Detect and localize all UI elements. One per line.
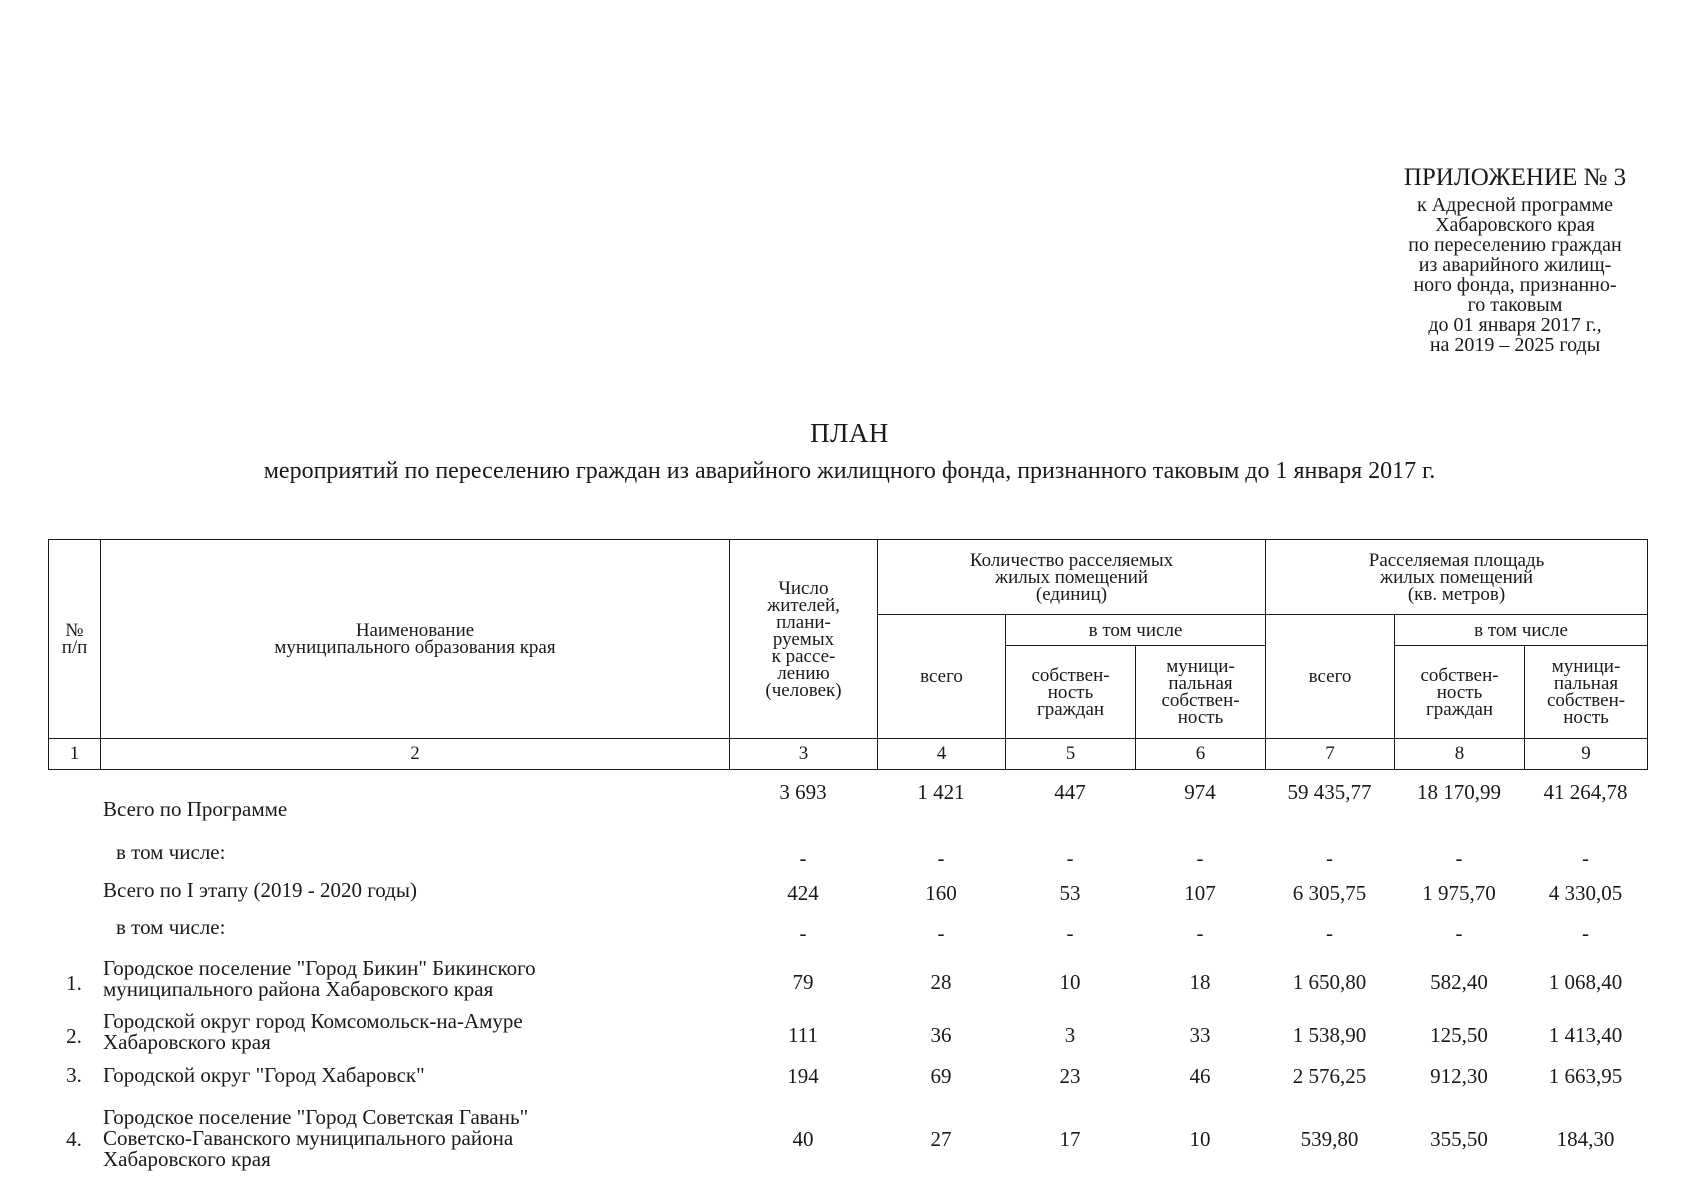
cell-area-citizens: 125,50 bbox=[1430, 1023, 1488, 1047]
column-number: 5 bbox=[1006, 739, 1136, 770]
table-row-stage-1 bbox=[48, 878, 1647, 917]
header-residents: Число жителей, плани- руемых к рассе- лению (человек) bbox=[730, 540, 878, 739]
column-number: 4 bbox=[878, 739, 1006, 770]
row-name: в том числе: bbox=[116, 840, 226, 864]
appendix-line: Хабаровского края bbox=[1435, 214, 1595, 236]
cell-area-municipal: 4 330,05 bbox=[1548, 881, 1623, 905]
cell-units-citizens: 447 bbox=[1054, 780, 1086, 804]
appendix-line: по переселению граждан bbox=[1408, 234, 1622, 256]
cell-residents: 424 bbox=[787, 881, 819, 905]
cell-area-total: - bbox=[1326, 846, 1333, 870]
row-name: Городское поселение "Город Бикин" Бикинского муниципального района Хабаровского края bbox=[103, 956, 536, 1001]
cell-units-citizens: 17 bbox=[1059, 1127, 1081, 1151]
row-name: Всего по I этапу (2019 - 2020 годы) bbox=[103, 878, 417, 902]
cell-units-municipal: - bbox=[1196, 921, 1204, 945]
appendix-title: ПРИЛОЖЕНИЕ № 3 bbox=[1403, 164, 1627, 191]
cell-area-municipal: 184,30 bbox=[1556, 1127, 1615, 1151]
cell-units-municipal: 33 bbox=[1189, 1023, 1211, 1047]
plan-table-body bbox=[48, 778, 1647, 1179]
cell-area-municipal: 1 068,40 bbox=[1548, 970, 1623, 994]
cell-units-citizens: 3 bbox=[1064, 1023, 1076, 1047]
row-name: Городской округ "Город Хабаровск" bbox=[103, 1063, 425, 1087]
cell-units-citizens: 23 bbox=[1059, 1064, 1081, 1088]
cell-units-municipal: 46 bbox=[1189, 1064, 1211, 1088]
plan-table-header bbox=[48, 539, 1648, 770]
header-units-group: Количество расселяемых жилых помещений (единиц) bbox=[878, 540, 1266, 615]
cell-area-municipal: - bbox=[1582, 921, 1589, 945]
row-num: 1. bbox=[66, 971, 82, 995]
cell-area-citizens: - bbox=[1455, 846, 1463, 870]
table-row-including bbox=[48, 842, 1647, 881]
table-row bbox=[48, 1061, 1647, 1105]
header-num: № п/п bbox=[49, 540, 101, 739]
appendix-line: го таковым bbox=[1467, 294, 1563, 316]
header-area-including: в том числе bbox=[1395, 615, 1648, 646]
cell-units-citizens: 10 bbox=[1059, 970, 1081, 994]
appendix-line: ного фонда, признанно- bbox=[1413, 274, 1617, 296]
cell-area-total: 59 435,77 bbox=[1287, 780, 1372, 804]
cell-units-municipal: 10 bbox=[1189, 1127, 1211, 1151]
table-row-including bbox=[48, 917, 1647, 956]
row-name: Городской округ город Комсомольск-на-Амуре Хабаровского края bbox=[103, 1009, 523, 1054]
table-row bbox=[48, 956, 1647, 1009]
column-number: 9 bbox=[1525, 739, 1648, 770]
cell-area-total: 1 650,80 bbox=[1292, 970, 1367, 994]
row-num: 4. bbox=[66, 1127, 82, 1151]
cell-area-citizens: 355,50 bbox=[1430, 1127, 1488, 1151]
plan-title: ПЛАН bbox=[810, 418, 889, 448]
cell-area-citizens: 582,40 bbox=[1430, 970, 1488, 994]
row-name: Городское поселение "Город Советская Гавань" Советско-Гаванского муниципального района Хабаровского края bbox=[103, 1105, 529, 1171]
appendix-line: из аварийного жилищ- bbox=[1418, 254, 1612, 276]
header-units-total: всего bbox=[878, 615, 1006, 739]
cell-area-municipal: 1 413,40 bbox=[1548, 1023, 1623, 1047]
appendix-block bbox=[1360, 163, 1670, 355]
column-number: 3 bbox=[730, 739, 878, 770]
cell-residents: 111 bbox=[788, 1023, 818, 1047]
header-name: Наименование муниципального образования края bbox=[101, 540, 730, 739]
header-area-municipal: муници- пальная собствен- ность bbox=[1525, 646, 1648, 739]
table-row bbox=[48, 1105, 1647, 1179]
cell-units-municipal: 974 bbox=[1184, 780, 1216, 804]
header-units-citizens: собствен- ность граждан bbox=[1006, 646, 1136, 739]
cell-residents: - bbox=[799, 846, 807, 870]
cell-area-total: 2 576,25 bbox=[1292, 1064, 1367, 1088]
cell-units-total: 27 bbox=[930, 1127, 952, 1151]
cell-residents: - bbox=[799, 921, 807, 945]
column-number: 8 bbox=[1395, 739, 1525, 770]
cell-area-total: 1 538,90 bbox=[1292, 1023, 1367, 1047]
cell-units-municipal: 18 bbox=[1189, 970, 1211, 994]
cell-residents: 194 bbox=[787, 1064, 819, 1088]
cell-area-citizens: - bbox=[1455, 921, 1463, 945]
cell-units-citizens: - bbox=[1066, 921, 1074, 945]
plan-subtitle: мероприятий по переселению граждан из аварийного жилищного фонда, признанного таковым до 1 января 2017 г. bbox=[263, 458, 1436, 484]
cell-area-citizens: 1 975,70 bbox=[1422, 881, 1496, 905]
table-row-total-program bbox=[48, 778, 1647, 842]
header-units-municipal: муници- пальная собствен- ность bbox=[1136, 646, 1266, 739]
cell-area-municipal: 1 663,95 bbox=[1548, 1064, 1623, 1088]
cell-units-total: 36 bbox=[930, 1023, 952, 1047]
appendix-line: к Адресной программе bbox=[1417, 194, 1613, 216]
cell-area-citizens: 912,30 bbox=[1430, 1064, 1488, 1088]
column-number: 1 bbox=[49, 739, 101, 770]
cell-area-total: 539,80 bbox=[1300, 1127, 1359, 1151]
column-number: 6 bbox=[1136, 739, 1266, 770]
cell-units-citizens: - bbox=[1066, 846, 1074, 870]
cell-area-total: 6 305,75 bbox=[1292, 881, 1367, 905]
cell-residents: 3 693 bbox=[779, 780, 827, 804]
row-num: 2. bbox=[66, 1024, 82, 1048]
header-area-citizens: собствен- ность граждан bbox=[1395, 646, 1525, 739]
column-number: 2 bbox=[101, 739, 730, 770]
cell-area-municipal: - bbox=[1582, 846, 1589, 870]
cell-units-municipal: 107 bbox=[1184, 881, 1216, 905]
cell-units-total: 160 bbox=[925, 881, 957, 905]
cell-area-total: - bbox=[1326, 921, 1333, 945]
cell-units-citizens: 53 bbox=[1059, 881, 1081, 905]
cell-units-municipal: - bbox=[1196, 846, 1204, 870]
column-number: 7 bbox=[1266, 739, 1395, 770]
row-name: в том числе: bbox=[116, 915, 226, 939]
appendix-line: на 2019 – 2025 годы bbox=[1429, 334, 1601, 356]
appendix-line: до 01 января 2017 г., bbox=[1428, 314, 1602, 336]
cell-units-total: 69 bbox=[930, 1064, 952, 1088]
cell-area-citizens: 18 170,99 bbox=[1417, 780, 1501, 804]
cell-residents: 79 bbox=[792, 970, 814, 994]
table-row bbox=[48, 1009, 1647, 1061]
header-units-including: в том числе bbox=[1006, 615, 1266, 646]
cell-units-total: 28 bbox=[930, 970, 952, 994]
cell-units-total: 1 421 bbox=[917, 780, 965, 804]
cell-residents: 40 bbox=[792, 1127, 814, 1151]
cell-units-total: - bbox=[937, 921, 945, 945]
header-area-total: всего bbox=[1266, 615, 1395, 739]
row-name: Всего по Программе bbox=[103, 797, 288, 821]
cell-area-municipal: 41 264,78 bbox=[1543, 780, 1628, 804]
cell-units-total: - bbox=[937, 846, 945, 870]
header-area-group: Расселяемая площадь жилых помещений (кв. метров) bbox=[1266, 540, 1648, 615]
row-num: 3. bbox=[66, 1063, 82, 1087]
